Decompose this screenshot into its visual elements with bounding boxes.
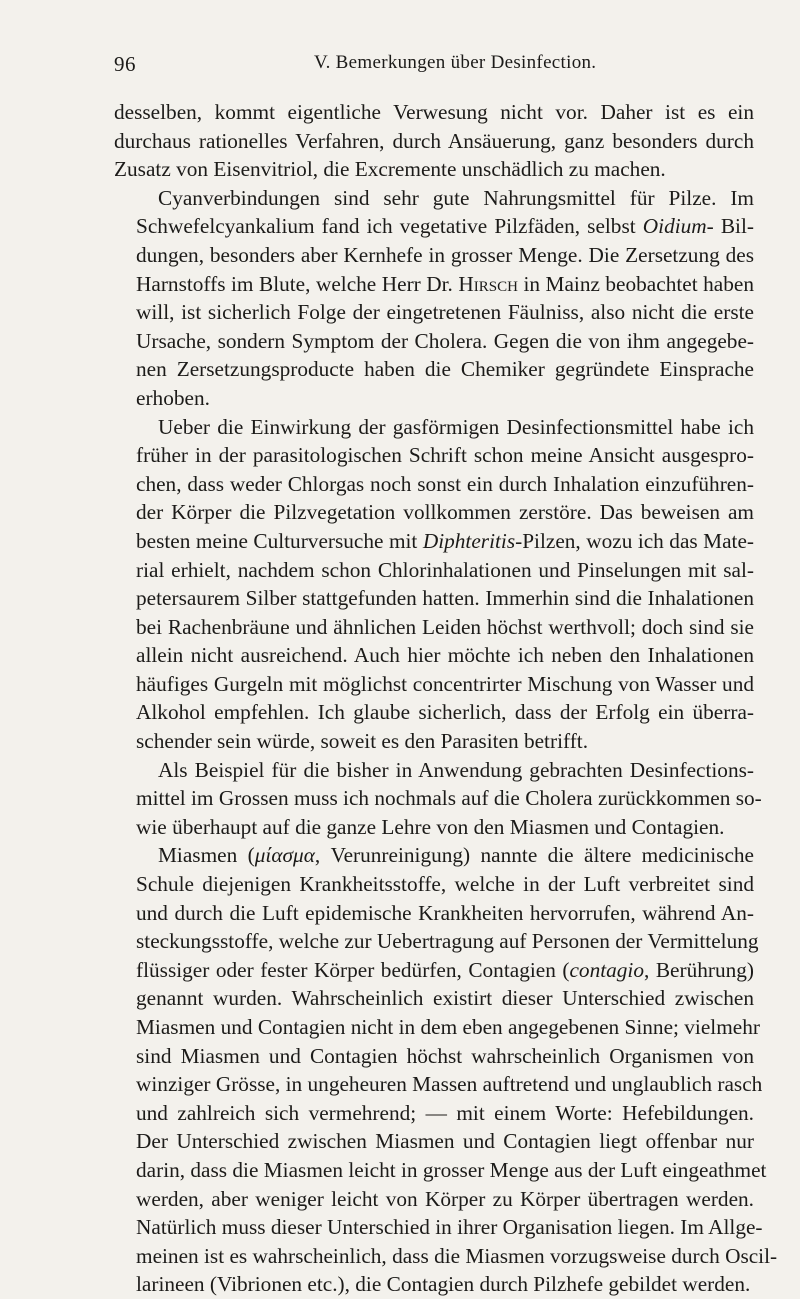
text-line: dungen, besonders aber Kernhefe in grosser Menge. Die Zersetzung des xyxy=(136,242,754,267)
text-line: Zusatz von Eisenvitriol, die Excremente unschädlich zu machen. xyxy=(114,157,666,182)
text-line: Ueber die Einwirkung der gasförmigen Desinfectionsmittel habe ich xyxy=(158,414,754,439)
text-line: Schule diejenigen Krankheitsstoffe, welche in der Luft verbreitet sind xyxy=(136,872,754,897)
text-fragment: in Mainz beobachtet haben xyxy=(517,271,754,296)
text-fragment: Miasmen ( xyxy=(158,843,255,868)
text-line: bei Rachenbräune und ähnlichen Leiden höchst werthvoll; doch sind sie xyxy=(136,614,754,639)
text-line: Als Beispiel für die bisher in Anwendung gebrachten Desinfections- xyxy=(158,757,754,782)
text-fragment: , Verunreinigung) nannte die ältere medicinische xyxy=(314,843,754,868)
text-line: wie überhaupt auf die ganze Lehre von den Miasmen und Contagien. xyxy=(136,814,725,839)
text-fragment: Schwefelcyankalium fand ich vegetative Pilzfäden, selbst xyxy=(136,214,643,239)
text-line: Cyanverbindungen sind sehr gute Nahrungsmittel für Pilze. Im xyxy=(158,185,754,210)
text-line xyxy=(114,212,754,241)
text-line xyxy=(114,956,754,985)
greek-term: μίασμα xyxy=(254,843,315,868)
text-line: durchaus rationelles Verfahren, durch Ansäuerung, ganz besonders durch xyxy=(114,128,754,153)
latin-term: contagio xyxy=(569,957,644,982)
text-line: Der Unterschied zwischen Miasmen und Contagien liegt offenbar nur xyxy=(136,1129,754,1154)
text-line: Miasmen und Contagien nicht in dem eben angegebenen Sinne; vielmehr xyxy=(136,1015,760,1039)
text-line: und durch die Luft epidemische Krankheiten hervorrufen, während An- xyxy=(136,900,754,925)
text-line: schender sein würde, soweit es den Parasiten betrifft. xyxy=(136,729,589,754)
text-line: nen Zersetzungsproducte haben die Chemiker gegründete Einsprache xyxy=(136,357,754,382)
text-line: Ursache, sondern Symptom der Cholera. Gegen die von ihm angegebe- xyxy=(136,328,754,353)
italic-term: Diphteritis xyxy=(422,528,516,553)
text-line: sind Miasmen und Contagien höchst wahrscheinlich Organismen von xyxy=(136,1043,754,1068)
text-line xyxy=(114,270,754,299)
text-fragment: besten meine Culturversuche mit xyxy=(136,528,423,553)
text-line xyxy=(114,841,754,870)
text-line: genannt wurden. Wahrscheinlich existirt dieser Unterschied zwischen xyxy=(136,986,754,1011)
text-line: erhoben. xyxy=(136,385,210,410)
text-line: darin, dass die Miasmen leicht in grosser Menge aus der Luft eingeathmet xyxy=(136,1157,767,1182)
text-line: früher in der parasitologischen Schrift schon meine Ansicht ausgespro- xyxy=(136,443,754,468)
paragraph xyxy=(114,413,754,756)
text-line: chen, dass weder Chlorgas noch sonst ein durch Inhalation einzuführen- xyxy=(136,471,754,496)
text-fragment: flüssiger oder fester Körper bedürfen, Contagien ( xyxy=(136,957,570,982)
text-line: rial erhielt, nachdem schon Chlorinhalationen und Pinselungen mit sal- xyxy=(136,557,754,582)
text-line: der Körper die Pilzvegetation vollkommen zerstöre. Das beweisen am xyxy=(136,500,754,525)
text-line: steckungsstoffe, welche zur Uebertragung auf Personen der Vermittelung xyxy=(136,929,759,954)
author-name: Hirsch xyxy=(458,271,518,296)
text-line: petersaurem Silber stattgefunden hatten. Immerhin sind die Inhalationen xyxy=(136,586,754,611)
italic-term: Oidium xyxy=(642,214,707,239)
running-head: V. Bemerkungen über Desinfection. xyxy=(314,52,597,73)
paragraph xyxy=(114,841,778,1299)
text-line: desselben, kommt eigentliche Verwesung nicht vor. Daher ist es ein xyxy=(114,100,754,124)
text-line: allein nicht ausreichend. Auch hier möchte ich neben den Inhalationen xyxy=(136,643,754,668)
text-fragment: , Berührung) xyxy=(644,957,755,982)
text-line: werden, aber weniger leicht von Körper zu Körper übertragen werden. xyxy=(136,1186,754,1211)
text-line: will, ist sicherlich Folge der eingetretenen Fäulniss, also nicht die erste xyxy=(136,300,754,325)
text-line: winziger Grösse, in ungeheuren Massen auftretend und unglaublich rasch xyxy=(136,1072,763,1097)
text-line: Alkohol empfehlen. Ich glaube sicherlich, dass der Erfolg ein überra- xyxy=(136,700,754,725)
body-text xyxy=(114,98,778,1299)
paragraph xyxy=(114,98,754,184)
text-line: häufiges Gurgeln mit möglichst concentrirter Mischung von Wasser und xyxy=(136,671,754,696)
text-line: mittel im Grossen muss ich nochmals auf die Cholera zurückkommen so- xyxy=(136,786,762,811)
text-line: meinen ist es wahrscheinlich, dass die Miasmen vorzugsweise durch Oscil- xyxy=(136,1243,778,1268)
paragraph xyxy=(114,184,754,413)
text-fragment: - Bil- xyxy=(706,214,754,239)
text-fragment: Harnstoffs im Blute, welche Herr Dr. xyxy=(136,271,459,296)
page-header xyxy=(114,52,714,84)
text-line: und zahlreich sich vermehrend; — mit einem Worte: Hefebildungen. xyxy=(136,1100,754,1125)
text-line: larineen (Vibrionen etc.), die Contagien durch Pilzhefe gebildet werden. xyxy=(136,1272,751,1297)
text-line xyxy=(114,527,754,556)
paragraph xyxy=(114,756,762,842)
text-fragment: -Pilzen, wozu ich das Mate- xyxy=(515,528,754,553)
text-line: Natürlich muss dieser Unterschied in ihrer Organisation liegen. Im Allge- xyxy=(136,1215,763,1240)
page-number: 96 xyxy=(114,52,136,76)
